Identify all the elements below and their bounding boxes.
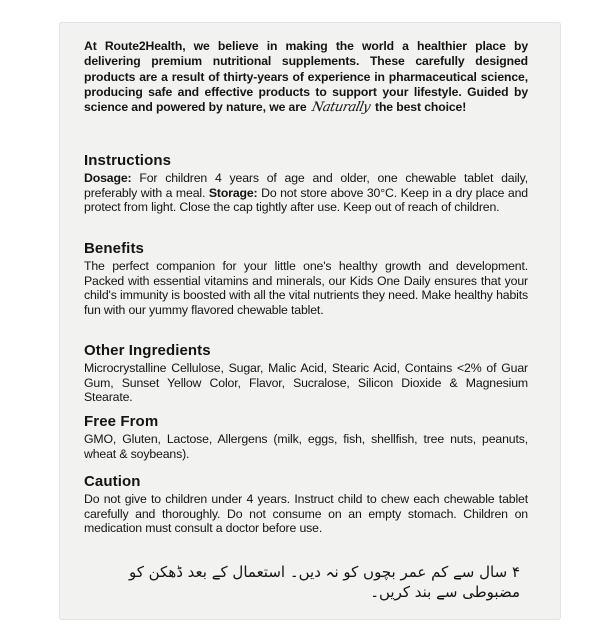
storage-text: Do not store above 30°C. Keep in a dry place and protect from light. Close the cap tightly after use. Keep out of reach of children. bbox=[84, 185, 528, 215]
dosage-text: For children 4 years of age and older, one chewable tablet daily, preferably with a meal. bbox=[84, 171, 528, 200]
urdu-caution-note: ۴ سال سے کم عمر بچوں کو نہ دیں۔ استعمال کے بعد ڈھکن کو مضبوطی سے بند کریں۔ bbox=[128, 563, 520, 601]
instructions-text bbox=[84, 171, 528, 215]
caution-text: Do not give to children under 4 years. Instruct child to chew each chewable tablet carefully and thoroughly. Do not consume on an empty stomach. Children on medication must consult a doctor before use. bbox=[84, 492, 528, 536]
benefits-heading: Benefits bbox=[84, 240, 144, 257]
benefits-text: The perfect companion for your little one's healthy growth and development. Packed with essential vitamins and minerals, our Kids One Daily ensures that your child's immunity is boosted with all the vital nutrients they need. Make healthy habits fun with our yummy flavored chewable tablet. bbox=[84, 259, 528, 317]
intro-text: At Route2Health, we believe in making the world a healthier place by delivering premium nutritional supplements. These carefully designed products are a result of thirty-years of experience in pharmaceutical science, producing safe and effective products to support your lifestyle. Guided by science and powered by nature, we are bbox=[84, 39, 528, 115]
free-from-text: GMO, Gluten, Lactose, Allergens (milk, eggs, fish, shellfish, tree nuts, peanuts, wheat & soybeans). bbox=[84, 432, 528, 461]
dosage-label: Dosage: bbox=[84, 171, 132, 185]
brand-intro bbox=[84, 39, 528, 115]
free-from-heading: Free From bbox=[84, 413, 159, 430]
other-ingredients-heading: Other Ingredients bbox=[84, 342, 211, 359]
caution-heading: Caution bbox=[84, 473, 141, 490]
storage-label: Storage: bbox=[208, 185, 258, 200]
instructions-heading: Instructions bbox=[84, 152, 172, 169]
intro-tagline: the best choice! bbox=[374, 100, 467, 115]
naturally-signature: Naturally bbox=[310, 100, 372, 116]
other-ingredients-text: Microcrystalline Cellulose, Sugar, Malic Acid, Stearic Acid, Contains <2% of Guar Gum, Sunset Yellow Color, Flavor, Sucralose, Silicon Dioxide & Magnesium Stearate. bbox=[84, 361, 528, 405]
